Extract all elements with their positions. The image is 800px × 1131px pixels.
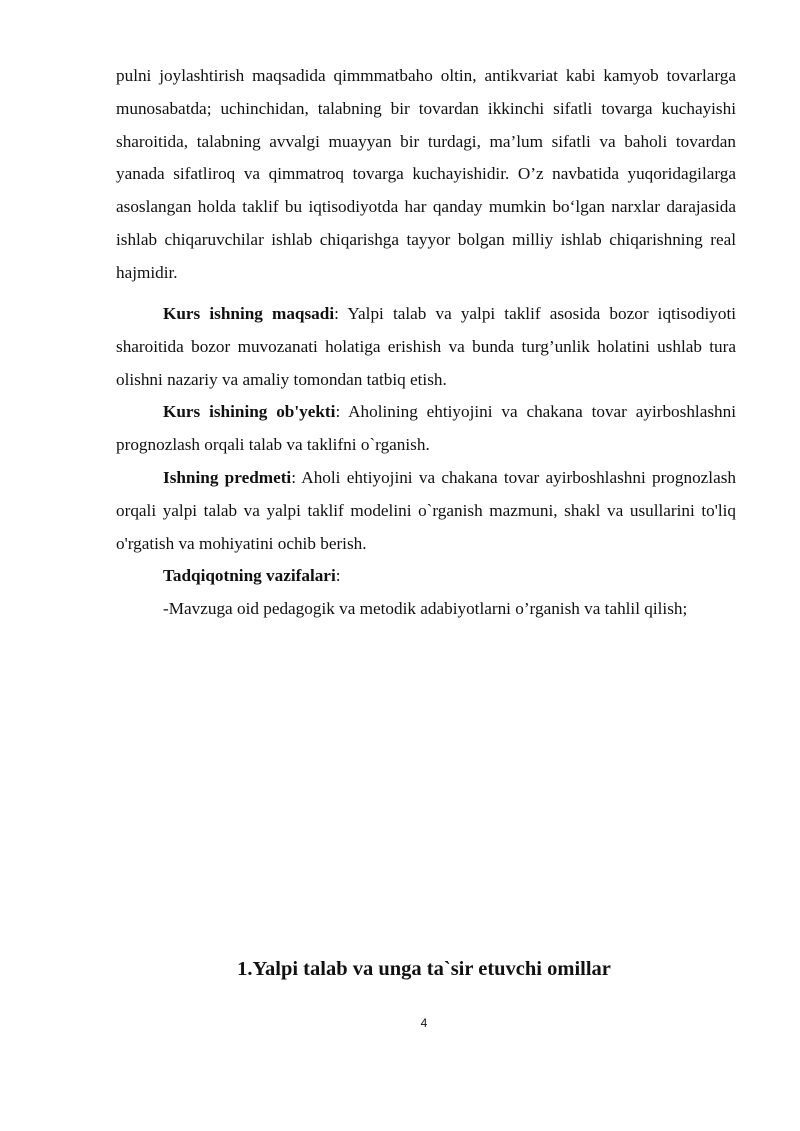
subject-label: Ishning predmeti	[163, 467, 292, 487]
tasks-paragraph	[116, 560, 736, 593]
goal-text: : Yalpi talab va yalpi taklif asosida bozor iqtisodiyoti sharoitida bozor muvozanati holatiga erishish va bunda turg’unlik holatini ushlab tura olishni nazariy va amaliy tomondan tatbiq etish.	[116, 304, 736, 389]
tasks-label: Tadqiqotning vazifalari	[163, 566, 336, 586]
object-paragraph	[116, 396, 736, 462]
section-heading: 1.Yalpi talab va unga ta`sir etuvchi omillar	[237, 958, 611, 980]
object-label: Kurs ishining ob'yekti	[163, 402, 336, 422]
goal-paragraph	[116, 298, 736, 396]
tasks-text: :	[335, 566, 341, 586]
paragraph-list	[116, 298, 736, 626]
object-text: : Aholining ehtiyojini va chakana tovar ayirboshlashni prognozlash orqali talab va taklifni o`rganish.	[116, 402, 736, 455]
goal-label: Kurs ishning maqsadi	[163, 304, 335, 323]
subject-text: : Aholi ehtiyojini va chakana tovar ayirboshlashni prognozlash orqali yalpi talab va yalpi taklif modelini o`rganish mazmuni, shakl va usullarini to'liq o'rgatish va mohiyatini ochib berish.	[116, 467, 736, 553]
intro-paragraph: pulni joylashtirish maqsadida qimmmatbaho oltin, antikvariat kabi kamyob tovarlarga munosabatda; uchinchidan, talabning bir tovardan ikkinchi sifatli tovarga kuchayishi sharoitida, talabning avvalgi muayyan bir turdagi, ma’lum sifatli va baholi tovardan yanada sifatliroq va qimmatroq tovarga kuchayishidir. O’z navbatida yuqoridagilarga asoslangan holda taklif bu iqtisodiyotda har qanday mumkin bo‘lgan narxlar darajasida ishlab chiqaruvchilar ishlab chiqarishga tayyor bolgan milliy ishlab chiqarishning real hajmidir.	[116, 66, 736, 282]
page-number: 4	[420, 1016, 428, 1030]
task-item-text: -Mavzuga oid pedagogik va metodik adabiyotlarni o’rganish va tahlil qilish;	[163, 599, 688, 619]
subject-paragraph	[116, 462, 736, 560]
task-item	[116, 593, 736, 626]
